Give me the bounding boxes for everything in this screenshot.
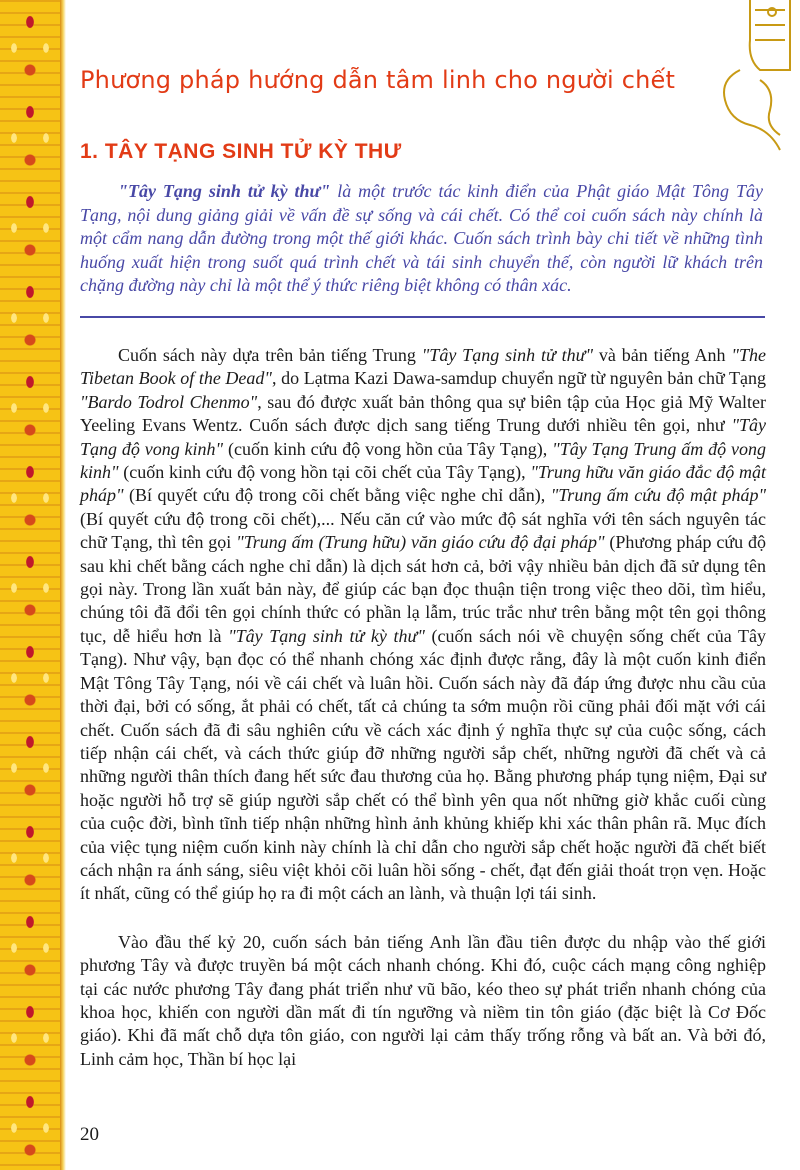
border-edge bbox=[60, 0, 66, 1170]
body-text bbox=[80, 344, 766, 1096]
page-number: 20 bbox=[80, 1124, 99, 1145]
p1-text-7: (Bí quyết cứu độ trong cõi chết bằng việc nghe chỉ dẫn), bbox=[123, 485, 551, 506]
p1-italic-1: "Tây Tạng sinh tử thư" bbox=[421, 345, 594, 365]
p1-italic-5: "Tây Tạng Trung ấm độ vong kinh" bbox=[80, 438, 766, 483]
section-heading: 1. TÂY TẠNG SINH TỬ KỲ THƯ bbox=[80, 140, 402, 163]
intro-paragraph bbox=[80, 180, 763, 298]
p1-italic-6: "Trung hữu văn giáo đắc độ mật pháp" bbox=[80, 462, 766, 506]
intro-text: là một trước tác kinh điển của Phật giáo Mật Tông Tây Tạng, nội dung giảng giải về vấn đề sự sống và cái chết. Có thể coi cuốn sách này chính là một cẩm nang dẫn đường trong một thế giới khác. Cuốn sách trình bày chi tiết về những tình huống xuất hiện trong suốt quá trình chết và tái sinh chuyển thế, còn người lữ khách trên chặng đường này chỉ là một thể ý thức riêng biệt không có thân xác. bbox=[80, 181, 763, 295]
paragraph-2: Vào đầu thế kỷ 20, cuốn sách bản tiếng Anh lần đầu tiên được du nhập vào thế giới phương Tây và được truyền bá một cách nhanh chóng. Khi đó, cuộc cách mạng công nghiệp tại các nước phương Tây đang phát triển như vũ bão, kéo theo sự phát triển nhanh chóng của khoa học, khiến con người dần mất đi tín ngưỡng và niềm tin tôn giáo (đặc biệt là Cơ Đốc giáo). Khi đã mất chỗ dựa tôn giáo, con người lại cảm thấy trống rỗng và bất an. Và bởi đó, Linh cảm học, Thần bí học lại bbox=[80, 931, 766, 1069]
p1-text-4: , sau đó được xuất bản thông qua sự biên tập của Học giả Mỹ Walter Yeeling Evans Wentz. Cuốn sách được dịch sang tiếng Trung dưới nhiều tên gọi, như bbox=[80, 391, 766, 436]
p1-text-5: (cuốn kinh cứu độ vong hồn của Tây Tạng), bbox=[223, 438, 553, 459]
p1-text-1: Cuốn sách này dựa trên bản tiếng Trung bbox=[118, 345, 422, 365]
intro-book-title: "Tây Tạng sinh tử kỳ thư" bbox=[118, 181, 331, 201]
p1-text-2: và bản tiếng Anh bbox=[593, 345, 732, 365]
p1-italic-2: "The Tibetan Book of the Dead" bbox=[80, 345, 766, 389]
p1-italic-9: "Tây Tạng sinh tử kỳ thư" bbox=[228, 625, 425, 646]
page-title: Phương pháp hướng dẫn tâm linh cho người chết bbox=[80, 66, 676, 94]
p1-text-3: , do Lạtma Kazi Dawa-samdup chuyển ngữ từ nguyên bản chữ Tạng bbox=[271, 368, 767, 389]
paragraph-1 bbox=[80, 344, 766, 906]
p1-text-6: (cuốn kinh cứu độ vong hồn tại cõi chết của Tây Tạng), bbox=[118, 462, 531, 483]
section-divider bbox=[80, 316, 765, 318]
p1-italic-7: "Trung ấm cứu độ mật pháp" bbox=[550, 485, 766, 506]
p1-italic-8: "Trung ấm (Trung hữu) văn giáo cứu độ đại pháp" bbox=[236, 532, 605, 553]
decorative-border bbox=[0, 0, 60, 1170]
p1-italic-4: "Tây Tạng độ vong kinh" bbox=[80, 415, 766, 459]
p1-italic-3: "Bardo Todrol Chenmo" bbox=[80, 391, 258, 412]
p1-text-9: (Phương pháp cứu độ sau khi chết bằng cách nghe chỉ dẫn) là dịch sát hơn cả, bởi vậy nhiều bản dịch đã sử dụng tên gọi này. Trong lần xuất bản này, để giúp các bạn đọc thuận tiện trong việc theo dõi, tìm hiểu, chúng tôi đã đổi tên gọi chính thức có phần lạ lẫm, trúc trắc như trên bằng một tên gọi thông tục, dễ hiểu hơn là bbox=[80, 532, 766, 646]
p1-text-8: (Bí quyết cứu độ trong cõi chết),... Nếu căn cứ vào mức độ sát nghĩa với tên sách nguyên tác chữ Tạng, thì tên gọi bbox=[80, 508, 766, 553]
p1-text-10: (cuốn sách nói về chuyện sống chết của Tây Tạng). Như vậy, bạn đọc có thể nhanh chóng xác định được rằng, đây là một cuốn kinh điển Mật Tông Tây Tạng, nói về cái chết và luân hồi. Cuốn sách này đã đáp ứng được nhu cầu của thời đại, bởi có sống, ắt phải có chết, tất cả chúng ta sớm muộn rồi cũng phải đối mặt với cái chết. Cuốn sách đã đi sâu nghiên cứu về cách xác định ý nghĩa thực sự của cuộc sống, cách tiếp nhận cái chết, và cách thức giúp đỡ những người sắp chết, những người đã chết và cả những người thân thích đang hết sức đau thương của họ. Bằng phương pháp tụng niệm, Đại sư hoặc người hỗ trợ sẽ giúp người sắp chết có thể bình yên qua nốt những giờ khắc cuối cùng của cuộc đời, bình tĩnh tiếp nhận những hình ảnh khủng khiếp khi xác thân phân rã. Mục đích của việc tụng niệm cuốn kinh này chính là chỉ dẫn cho người sắp chết hoặc người đã chết biết cách nhận ra ánh sáng, siêu việt khỏi cõi luân hồi sống - chết, đạt đến giải thoát trọn vẹn. Hoặc ít nhất, cũng có thể giúp họ ra đi một cách an lành, và thuận lợi tái sinh. bbox=[80, 625, 767, 904]
